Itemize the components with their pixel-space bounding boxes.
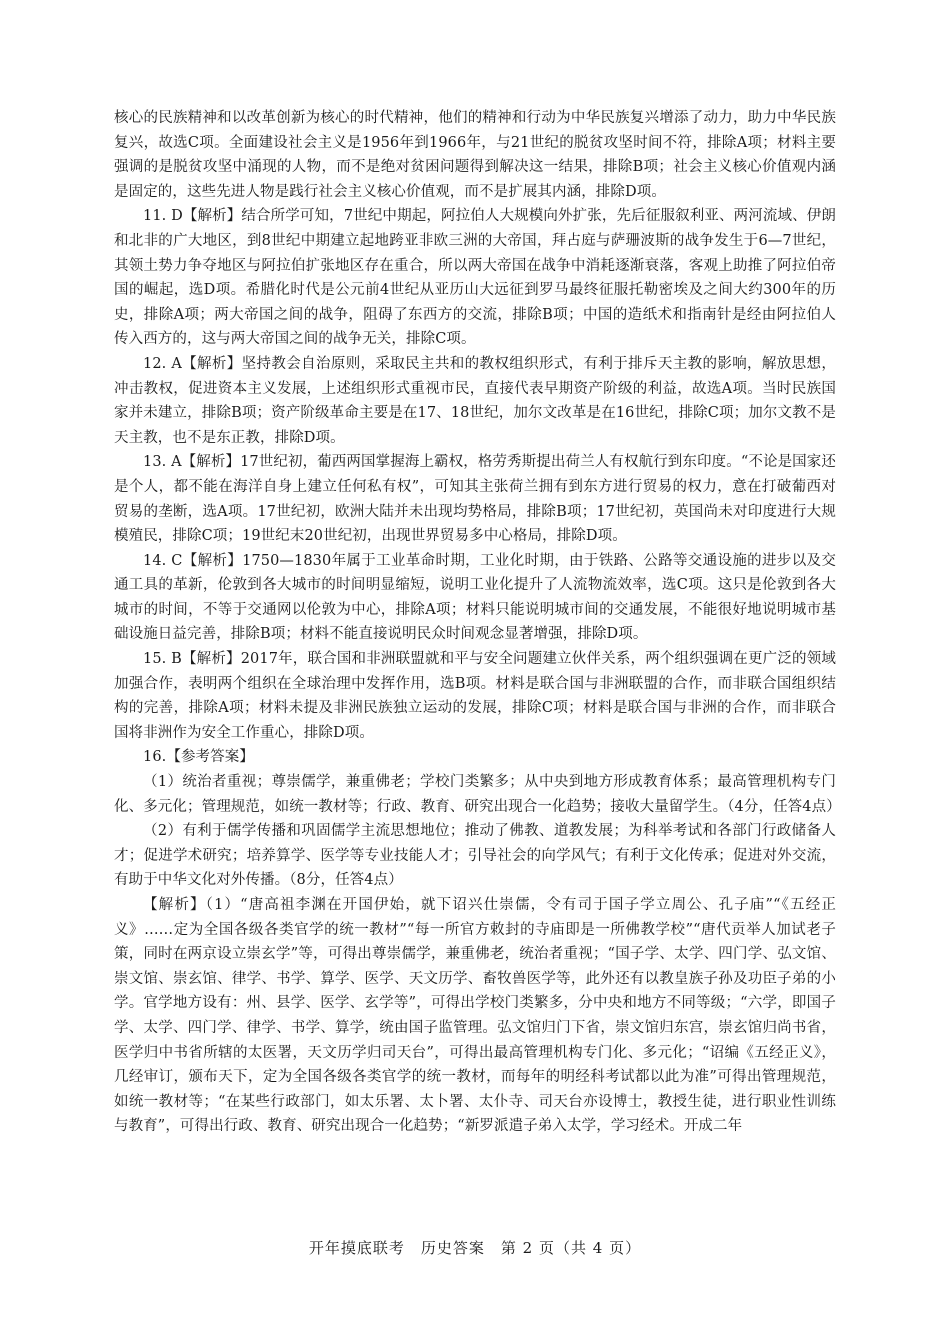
answer-body — [114, 106, 841, 1139]
paragraph-q16-answer-2: （2）有利于儒学传播和巩固儒学主流思想地位；推动了佛教、道教发展；为科举考试和各部门行政储备人才；促进学术研究；培养算学、医学等专业技能人才；引导社会的向学风气；有利于文化传承；促进对外交流，有助于中华文化对外传播。（8分，任答4点） — [114, 823, 836, 889]
paragraph-continued-analysis: 核心的民族精神和以改革创新为核心的时代精神，他们的精神和行动为中华民族复兴增添了动力，助力中华民族复兴，故选C项。全面建设社会主义是1956年到1966年，与21世纪的脱贫攻坚时间不符，排除A项；材料主要强调的是脱贫攻坚中涌现的人物，而不是绝对贫困问题得到解决这一结果，排除B项；社会主义核心价值观内涵是固定的，这些先进人物是践行社会主义核心价值观，而不是扩展其内涵，排除D项。 — [114, 110, 836, 200]
paragraph-q16-analysis: 【解析】（1）“唐高祖李渊在开国伊始，就下诏兴仕崇儒，令有司于国子学立周公、孔子庙”“《五经正义》……定为全国各级各类官学的统一教材”“每一所官方敕封的寺庙即是一所佛教学校”“唐代贡举人加试老子策，同时在两京设立崇玄学”等，可得出尊崇儒学，兼重佛老，统治者重视；“国子学、太学、四门学、弘文馆、崇文馆、崇玄馆、律学、书学、算学、医学、天文历学、畜牧兽医学等，此外还有以教皇族子孙及功臣子弟的小学。官学地方设有：州、县学、医学、玄学等”，可得出学校门类繁多，分中央和地方不同等级；“六学，即国子学、太学、四门学、律学、书学、算学，统由国子监管理。弘文馆归门下省，崇文馆归东宫，崇玄馆归尚书省，医学归中书省所辖的太医署，天文历学归司天台”，可得出最高管理机构专门化、多元化；“诏编《五经正义》，几经审订，颁布天下，定为全国各级各类官学的统一教材，而每年的明经科考试都以此为准”可得出管理规范，如统一教材等；“在某些行政部门，如太乐署、太卜署、太仆寺、司天台亦设博士，教授生徒，进行职业性训练与教育”，可得出行政、教育、研究出现合一化趋势；“新罗派遣子弟入太学，学习经术。开成二年 — [114, 897, 836, 1135]
paragraph-q15-analysis: 15. B【解析】2017年，联合国和非洲联盟就和平与安全问题建立伙伴关系，两个组织强调在更广泛的领域加强合作，表明两个组织在全球治理中发挥作用，选B项。材料是联合国与非洲联盟的合作，而非联合国组织结构的完善，排除A项；材料未提及非洲民族独立运动的发展，排除C项；材料是联合国与非洲的合作，而非联合国将非洲作为安全工作重心，排除D项。 — [114, 651, 836, 741]
paragraph-q11-analysis: 11. D【解析】结合所学可知，7世纪中期起，阿拉伯人大规模向外扩张，先后征服叙利亚、两河流域、伊朗和北非的广大地区，到8世纪中期建立起地跨亚非欧三洲的大帝国，拜占庭与萨珊波斯的战争发生于6—7世纪，其领土势力争夺地区与阿拉伯扩张地区存在重合，所以两大帝国在战争中消耗逐渐衰落，客观上助推了阿拉伯帝国的崛起，选D项。希腊化时代是公元前4世纪从亚历山大远征到罗马最终征服托勒密埃及之间大约300年的历史，排除A项；两大帝国之间的战争，阻碍了东西方的交流，排除B项；中国的造纸术和指南针是经由阿拉伯人传入西方的，这与两大帝国之间的战争无关，排除C项。 — [114, 208, 836, 348]
paragraph-q16-heading: 16.【参考答案】 — [143, 749, 254, 766]
page-footer: 开年摸底联考 历史答案 第 2 页（共 4 页） — [308, 1239, 642, 1257]
paragraph-q12-analysis: 12. A【解析】坚持教会自治原则，采取民主共和的教权组织形式，有利于排斥天主教的影响，解放思想，冲击教权，促进资本主义发展，上述组织形式重视市民，直接代表早期资产阶级的利益，故选A项。当时民族国家并未建立，排除B项；资产阶级革命主要是在17、18世纪，加尔文改革是在16世纪，排除C项；加尔文教不是天主教，也不是东正教，排除D项。 — [114, 355, 836, 446]
paragraph-q13-analysis: 13. A【解析】17世纪初，葡西两国掌握海上霸权，格劳秀斯提出荷兰人有权航行到东印度。“不论是国家还是个人，都不能在海洋自身上建立任何私有权”，可知其主张荷兰拥有到东方进行贸易的权力，意在打破葡西对贸易的垄断，选A项。17世纪初，欧洲大陆并未出现均势格局，排除B项；17世纪初，英国尚未对印度进行大规模殖民，排除C项；19世纪末20世纪初，出现世界贸易多中心格局，排除D项。 — [114, 454, 836, 545]
paragraph-q14-analysis: 14. C【解析】1750—1830年属于工业革命时期，工业化时期，由于铁路、公路等交通设施的进步以及交通工具的革新，伦敦到各大城市的时间明显缩短，说明工业化提升了人流物流效率，选C项。这只是伦敦到各大城市的时间，不等于交通网以伦敦为中心，排除A项；材料只能说明城市间的交通发展，不能很好地说明城市基础设施日益完善，排除B项；材料不能直接说明民众时间观念显著增强，排除D项。 — [114, 552, 836, 643]
paragraph-q16-answer-1: （1）统治者重视；尊崇儒学，兼重佛老；学校门类繁多；从中央到地方形成教育体系；最高管理机构专门化、多元化；管理规范，如统一教材等；行政、教育、研究出现合一化趋势；接收大量留学生。（4分，任答4点） — [114, 774, 841, 815]
